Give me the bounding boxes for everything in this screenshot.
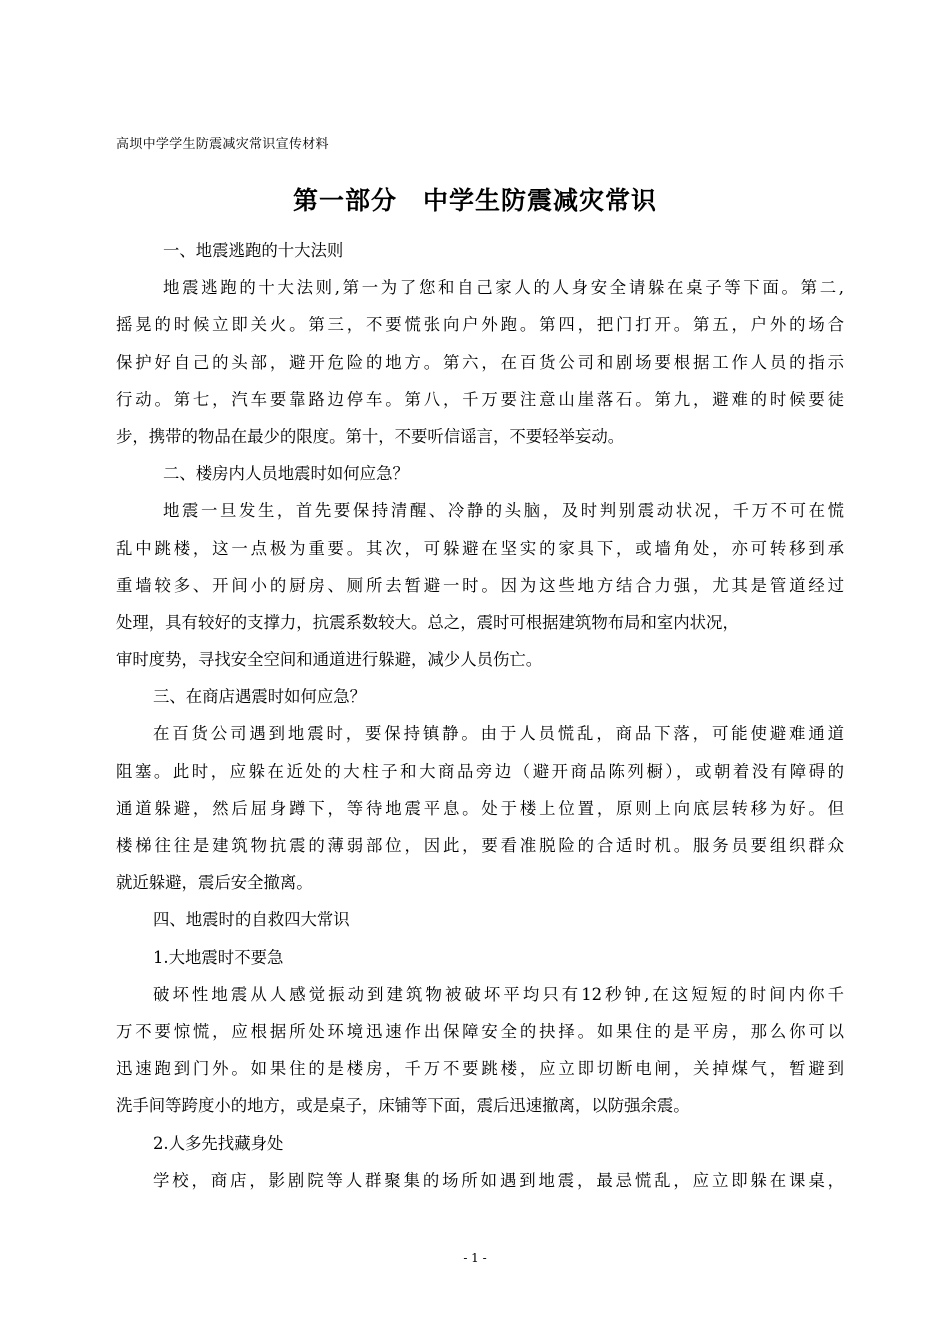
paragraph-line: 迅速跑到门外。如果住的是楼房，千万不要跳楼，应立即切断电闸，关掉煤气，暂避到	[116, 1059, 844, 1079]
subheading-1: 1.大地震时不要急	[153, 947, 284, 967]
paragraph-line: 就近躲避，震后安全撤离。	[116, 873, 313, 893]
paragraph-line: 步，携带的物品在最少的限度。第十，不要听信谣言，不要轻举妄动。	[116, 426, 625, 446]
document-header: 高坝中学学生防震减灾常识宣传材料	[116, 137, 329, 152]
paragraph-line: 通道躲避，然后屈身蹲下，等待地震平息。处于楼上位置，原则上向底层转移为好。但	[116, 798, 844, 818]
paragraph-line: 楼梯往往是建筑物抗震的薄弱部位，因此，要看准脱险的合适时机。服务员要组织群众	[116, 836, 844, 855]
paragraph-line: 处理，具有较好的支撑力，抗震系数较大。总之，震时可根据建筑物布局和室内状况，	[116, 612, 739, 632]
page-title: 第一部分 中学生防震减灾常识	[292, 186, 657, 215]
heading-1: 一、地震逃跑的十大法则	[163, 241, 344, 260]
paragraph-line: 在百货公司遇到地震时，要保持镇静。由于人员慌乱，商品下落，可能使避难通道	[153, 724, 844, 744]
paragraph-line: 审时度势，寻找安全空间和通道进行躲避，减少人员伤亡。	[116, 650, 543, 670]
paragraph-line: 行动。第七，汽车要靠路边停车。第八，千万要注意山崖落石。第九，避难的时候要徒	[116, 389, 844, 409]
paragraph-line: 重墙较多、开间小的厨房、厕所去暂避一时。因为这些地方结合力强，尤其是管道经过	[116, 575, 844, 595]
paragraph-line: 地震逃跑的十大法则,第一为了您和自己家人的人身安全请躲在桌子等下面。第二,	[163, 278, 844, 298]
paragraph-line: 摇晃的时候立即关火。第三，不要慌张向户外跑。第四，把门打开。第五，户外的场合	[116, 315, 844, 335]
paragraph-line: 阻塞。此时，应躲在近处的大柱子和大商品旁边（避开商品陈列橱），或朝着没有障碍的	[116, 761, 844, 781]
paragraph-line: 破坏性地震从人感觉振动到建筑物被破坏平均只有12秒钟,在这短短的时间内你千	[153, 984, 844, 1004]
paragraph-line: 学校，商店，影剧院等人群聚集的场所如遇到地震，最忌慌乱，应立即躲在课桌，	[153, 1170, 844, 1190]
paragraph-line: 保护好自己的头部，避开危险的地方。第六，在百货公司和剧场要根据工作人员的指示	[116, 352, 844, 372]
paragraph-line: 万不要惊慌，应根据所处环境迅速作出保障安全的抉择。如果住的是平房，那么你可以	[116, 1021, 844, 1041]
document-body	[116, 232, 844, 1199]
heading-4: 四、地震时的自救四大常识	[153, 910, 350, 930]
heading-2: 二、楼房内人员地震时如何应急？	[163, 464, 409, 484]
paragraph-line: 地震一旦发生，首先要保持清醒、冷静的头脑，及时判别震动状况，千万不可在慌	[163, 501, 844, 521]
subheading-2: 2.人多先找藏身处	[153, 1133, 284, 1153]
page-number: - 1 -	[463, 1251, 487, 1265]
paragraph-line: 洗手间等跨度小的地方，或是桌子，床铺等下面，震后迅速撤离，以防强余震。	[116, 1096, 690, 1116]
heading-3: 三、在商店遇震时如何应急？	[153, 687, 367, 707]
paragraph-line: 乱中跳楼，这一点极为重要。其次，可躲避在坚实的家具下，或墙角处，亦可转移到承	[116, 538, 844, 558]
